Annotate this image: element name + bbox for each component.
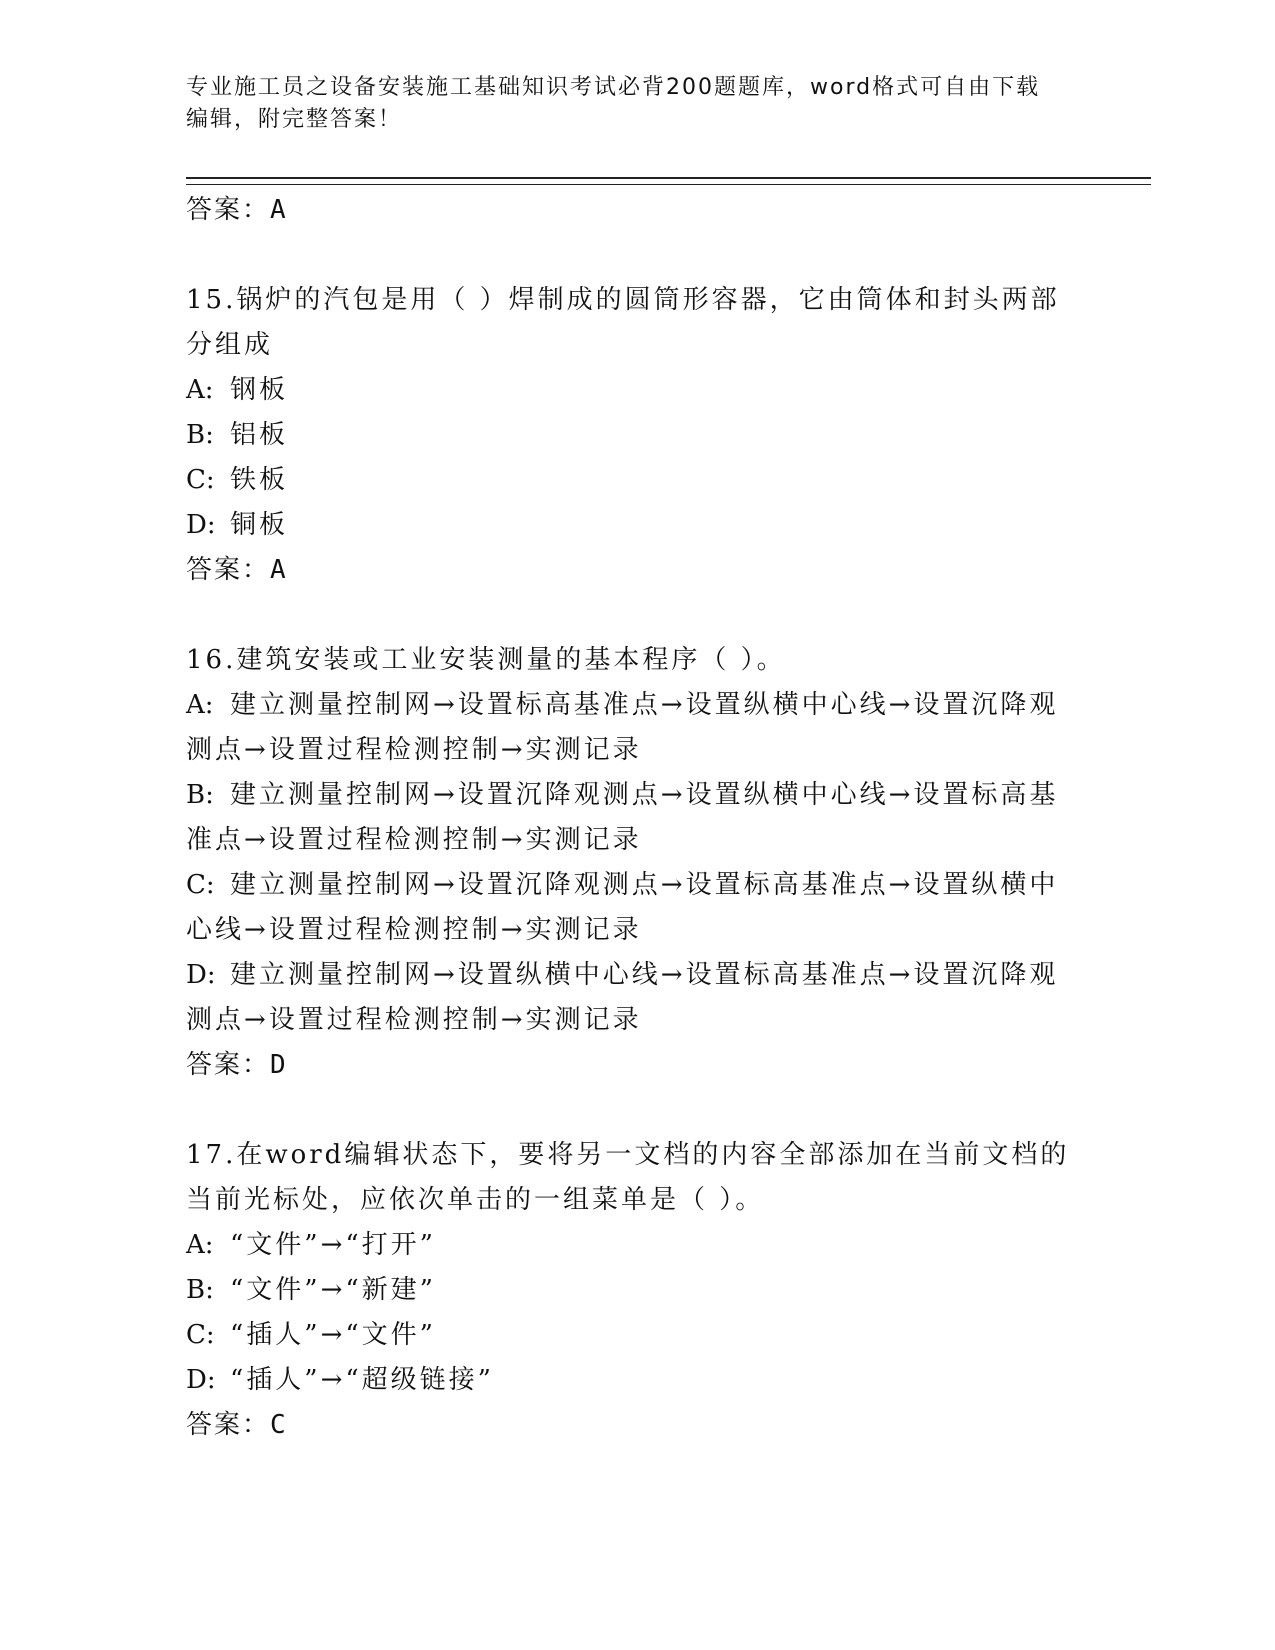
question-text-cont: 当前光标处，应依次单击的一组菜单是（ ）。 [186,1185,765,1215]
question-15 [186,278,1066,593]
option-b-cont: 准点→设置过程检测控制→实测记录 [186,825,642,855]
question-text: 15.锅炉的汽包是用（ ）焊制成的圆筒形容器，它由筒体和封头两部 [186,285,1060,315]
option-d: D: “插人”→“超级链接” [186,1365,494,1395]
question-text: 16.建筑安装或工业安装测量的基本程序（ ）。 [186,645,786,675]
question-list [186,188,1070,1448]
option-a: A: 钢板 [186,375,289,405]
option-c-cont: 心线→设置过程检测控制→实测记录 [186,915,642,945]
option-b: B: 铝板 [186,420,289,450]
option-b: B: “文件”→“新建” [186,1275,436,1305]
question-text: 17.在word编辑状态下，要将另一文档的内容全部添加在当前文档的 [186,1140,1070,1170]
option-a: A: “文件”→“打开” [186,1230,436,1260]
header-rule [186,177,1151,185]
option-c: C: 铁板 [186,465,289,495]
option-d: D: 建立测量控制网→设置纵横中心线→设置标高基准点→设置沉降观 [186,960,1059,990]
header-line-1: 专业施工员之设备安装施工基础知识考试必背200题题库，word格式可自由下载 [186,75,1041,100]
option-d-cont: 测点→设置过程检测控制→实测记录 [186,1005,642,1035]
option-b: B: 建立测量控制网→设置沉降观测点→设置纵横中心线→设置标高基 [186,780,1059,810]
answer-line: 答案：C [186,1410,288,1440]
question-text-cont: 分组成 [186,330,274,360]
header-line-2: 编辑，附完整答案！ [186,107,403,132]
option-a-cont: 测点→设置过程检测控制→实测记录 [186,735,642,765]
answer-line: 答案：D [186,1050,288,1080]
option-d: D: 铜板 [186,510,289,540]
question-17 [186,1133,1070,1448]
option-c: C: 建立测量控制网→设置沉降观测点→设置标高基准点→设置纵横中 [186,870,1059,900]
answer-line: 答案：A [186,195,288,225]
answer-line: 答案：A [186,555,288,585]
question-16 [186,638,1066,1088]
option-c: C: “插人”→“文件” [186,1320,436,1350]
page-header [186,72,1066,136]
option-a: A: 建立测量控制网→设置标高基准点→设置纵横中心线→设置沉降观 [186,690,1059,720]
